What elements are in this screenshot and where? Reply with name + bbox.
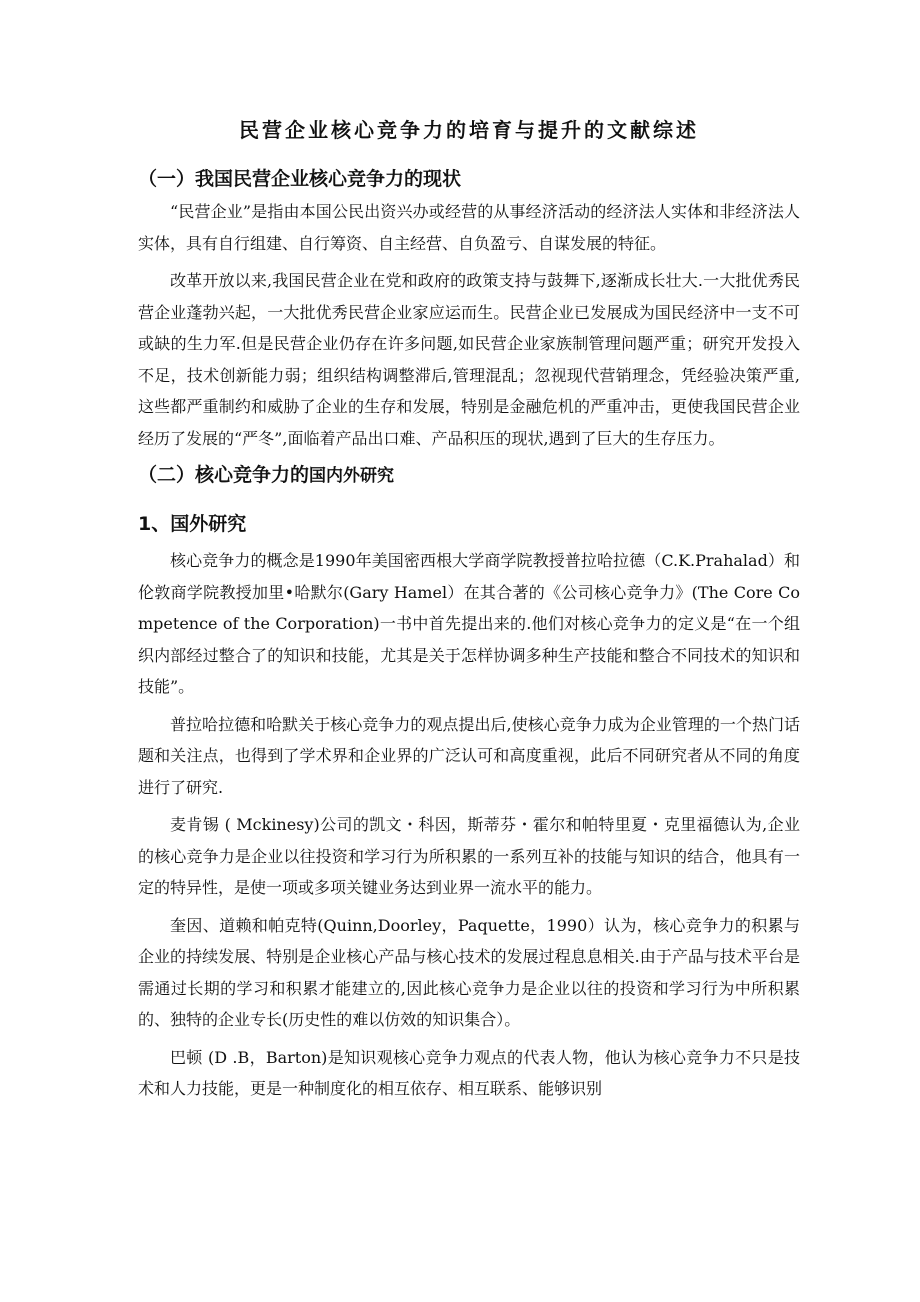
document-title: 民营企业核心竞争力的培育与提升的文献综述	[239, 118, 699, 142]
paragraph: 改革开放以来,我国民营企业在党和政府的政策支持与鼓舞下,逐渐成长壮大.一大批优秀民营企业蓬勃兴起，一大批优秀民营企业家应运而生。民营企业已发展成为国民经济中一支不可或缺的生力军.但是民营企业仍存在许多问题,如民营企业家族制管理问题严重；研究开发投入不足，技术创新能力弱；组织结构调整滞后,管理混乱；忽视现代营销理念，凭经验决策严重,这些都严重制约和威胁了企业的生存和发展，特别是金融危机的严重冲击，更使我国民营企业经历了发展的“严冬”,面临着产品出口难、产品积压的现状,遇到了巨大的生存压力。	[138, 271, 800, 448]
section-2-heading-main: （二）核心竞争力的	[138, 464, 310, 486]
section-2-heading	[138, 458, 800, 493]
paragraph: 麦肯锡 ( Mckinesy)公司的凯文・科因，斯蒂芬・霍尔和帕特里夏・克里福德认为,企业的核心竞争力是企业以往投资和学习行为所积累的一系列互补的技能与知识的结合，他具有一定的特异性，是使一项或多项关键业务达到业界一流水平的能力。	[138, 815, 800, 897]
paragraph: 巴顿 (D .B，Barton)是知识观核心竞争力观点的代表人物，他认为核心竞争力不只是技术和人力技能，更是一种制度化的相互依存、相互联系、能够识别	[138, 1047, 800, 1098]
paragraph: 普拉哈拉德和哈默关于核心竞争力的观点提出后,使核心竞争力成为企业管理的一个热门话题和关注点，也得到了学术界和企业界的广泛认可和高度重视，此后不同研究者从不同的角度进行了研究.	[138, 714, 800, 797]
section-2-heading-tail: 国内外研究	[309, 466, 395, 486]
paragraph: 奎因、道赖和帕克特(Quinn,Doorley，Paquette，1990）认为，核心竞争力的积累与企业的持续发展、特别是企业核心产品与核心技术的发展过程息息相关.由于产品与技术平台是需通过长期的学习和积累才能建立的,因此核心竞争力是企业以往的投资和学习行为中所积累的、独特的企业专长(历史性的难以仿效的知识集合）。	[138, 915, 800, 1029]
subsection-1-heading: 1、国外研究	[138, 513, 247, 535]
section-1-heading: （一）我国民营企业核心竞争力的现状	[138, 168, 462, 190]
paragraph: “民营企业”是指由本国公民出资兴办或经营的从事经济活动的经济法人实体和非经济法人实体，具有自行组建、自行筹资、自主经营、自负盈亏、自谋发展的特征。	[138, 202, 800, 253]
paragraph: 核心竞争力的概念是1990年美国密西根大学商学院教授普拉哈拉德（C.K.Prahalad）和伦敦商学院教授加里•哈默尔(Gary Hamel）在其合著的《公司核心竞争力》(The Core Competence of the Corporation)一书中首先提出来的.他们对核心竞争力的定义是“在一个组织内部经过整合了的知识和技能，尤其是关于怎样协调多种生产技能和整合不同技术的知识和技能”。	[138, 551, 800, 696]
